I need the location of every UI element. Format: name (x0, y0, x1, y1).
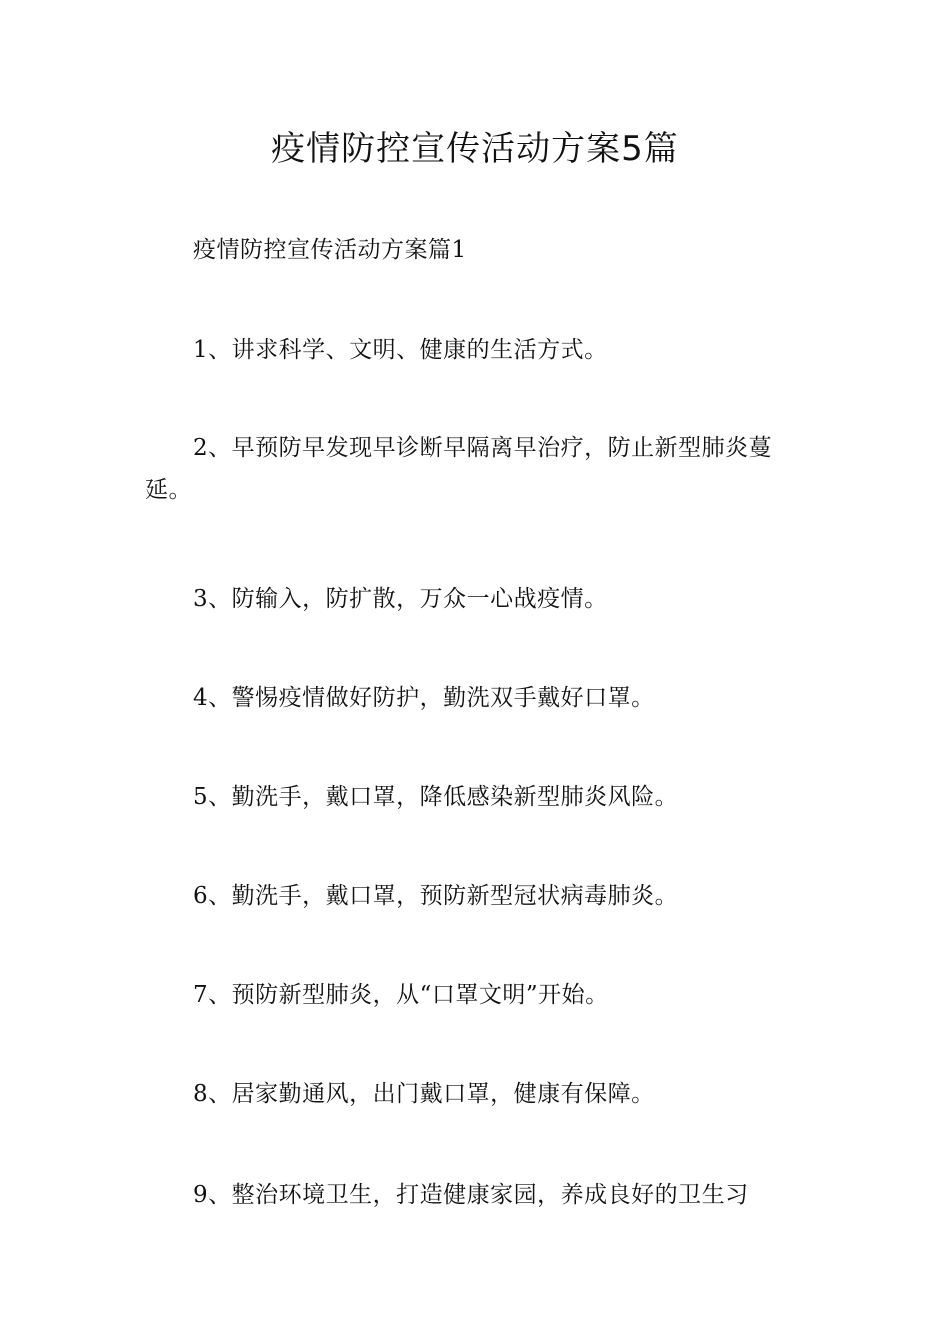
list-item: 7、预防新型肺炎，从“口罩文明”开始。 (193, 982, 609, 1008)
list-item: 6、勤洗手，戴口罩，预防新型冠状病毒肺炎。 (193, 883, 679, 909)
list-item: 4、警惕疫情做好防护，勤洗双手戴好口罩。 (193, 685, 655, 711)
list-item: 8、居家勤通风，出门戴口罩，健康有保障。 (193, 1081, 655, 1107)
list-item: 5、勤洗手，戴口罩，降低感染新型肺炎风险。 (193, 784, 679, 810)
list-item: 9、整治环境卫生，打造健康家园，养成良好的卫生习 (193, 1182, 749, 1208)
list-item: 2、早预防早发现早诊断早隔离早治疗，防止新型肺炎蔓延。 (145, 435, 773, 503)
document-title: 疫情防控宣传活动方案5篇 (271, 129, 679, 169)
list-item: 1、讲求科学、文明、健康的生活方式。 (193, 337, 608, 363)
list-item: 3、防输入，防扩散，万众一心战疫情。 (193, 586, 608, 612)
section-heading: 疫情防控宣传活动方案篇1 (193, 237, 467, 263)
